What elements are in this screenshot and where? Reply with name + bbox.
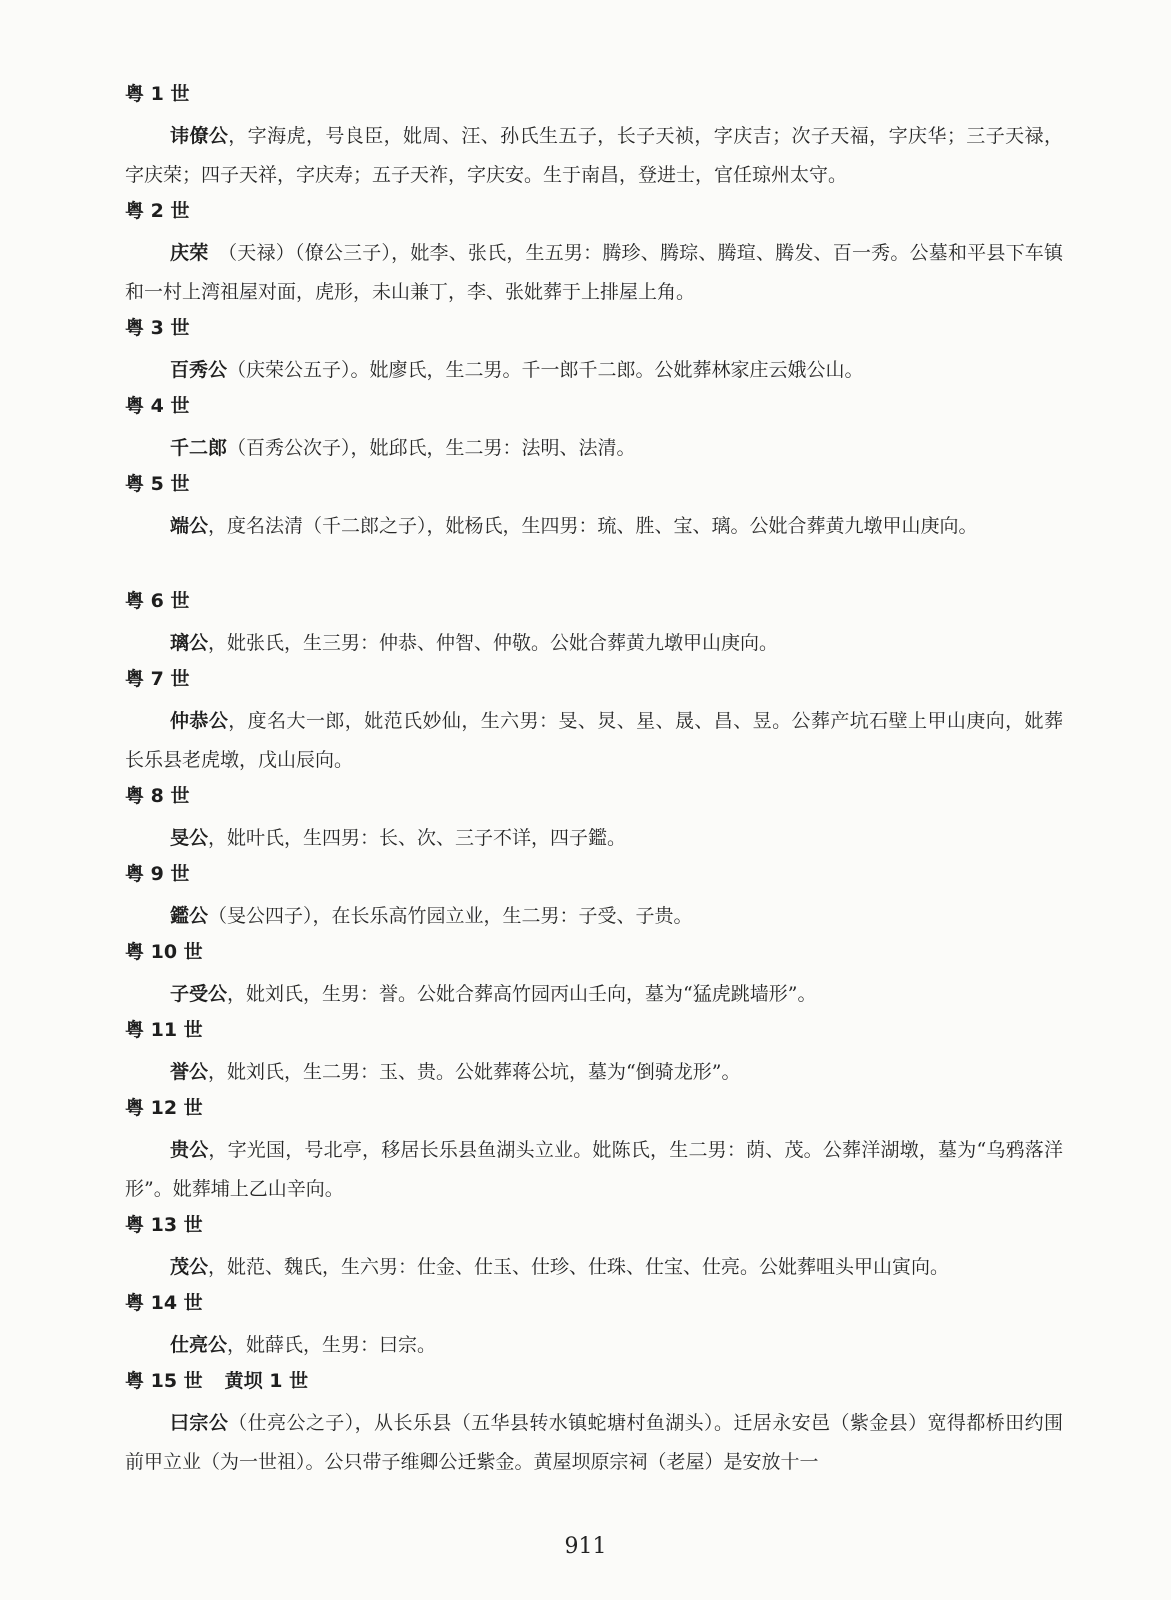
entry-paragraph bbox=[125, 507, 1063, 546]
ancestor-name: 旻公 bbox=[170, 827, 209, 849]
entry-paragraph bbox=[125, 975, 1063, 1014]
ancestor-name: 仲恭公 bbox=[170, 710, 229, 732]
entry-text: （百秀公次子），妣邱氏，生二男：法明、法清。 bbox=[227, 437, 636, 459]
entry-text: （仕亮公之子），从长乐县（五华县转水镇蛇塘村鱼湖头）。迁居永安邑（紫金县）宽得都桥田约围前甲立业（为一世祖）。公只带子维卿公迁紫金。黄屋坝原宗祠（老屋）是安放十一 bbox=[125, 1412, 1063, 1473]
entry-paragraph bbox=[125, 624, 1063, 663]
generation-heading: 粤 10 世 bbox=[125, 941, 203, 963]
entry-text: ，妣叶氏，生四男：长、次、三子不详，四子鑑。 bbox=[208, 827, 627, 849]
generation-heading: 粤 14 世 bbox=[125, 1292, 203, 1314]
entry-text: （庆荣公五子）。妣廖氏，生二男。千一郎千二郎。公妣葬林家庄云娥公山。 bbox=[227, 359, 864, 381]
ancestor-name: 百秀公 bbox=[170, 359, 228, 381]
entry-paragraph bbox=[125, 117, 1063, 195]
generation-heading: 粤 7 世 bbox=[125, 668, 190, 690]
ancestor-name: 子受公 bbox=[170, 983, 228, 1005]
entry-text: ，度名大一郎，妣范氏妙仙，生六男：旻、炅、星、晟、昌、昱。公葬产坑石壁上甲山庚向，妣葬长乐县老虎墩，戊山辰向。 bbox=[125, 710, 1063, 771]
entry-text: （天禄）（僚公三子），妣李、张氏，生五男：腾珍、腾琮、腾瑄、腾发、百一秀。公墓和平县下车镇和一村上湾祖屋对面，虎形，未山兼丁，李、张妣葬于上排屋上角。 bbox=[125, 242, 1063, 303]
entry-text: ，度名法清（千二郎之子），妣杨氏，生四男：琉、胜、宝、璃。公妣合葬黄九墩甲山庚向。 bbox=[208, 515, 978, 537]
generation-heading: 粤 12 世 bbox=[125, 1097, 203, 1119]
generation-heading: 粤 2 世 bbox=[125, 200, 190, 222]
entry-paragraph bbox=[125, 897, 1063, 936]
entry-paragraph bbox=[125, 702, 1063, 780]
ancestor-name: 璃公 bbox=[170, 632, 209, 654]
entry-paragraph bbox=[125, 1404, 1063, 1482]
entry-text: ，妣薛氏，生男：曰宗。 bbox=[227, 1334, 437, 1356]
entry-text: （旻公四子），在长乐高竹园立业，生二男：子受、子贵。 bbox=[208, 905, 693, 927]
entry-text: ，妣范、魏氏，生六男：仕金、仕玉、仕珍、仕珠、仕宝、仕亮。公妣葬咀头甲山寅向。 bbox=[208, 1256, 950, 1278]
branch-generation-label: 黄坝 1 世 bbox=[224, 1370, 309, 1392]
entry-paragraph bbox=[125, 1248, 1063, 1287]
entry-text: ，字海虎，号良臣，妣周、汪、孙氏生五子，长子天祯，字庆吉；次子天福，字庆华；三子天禄，字庆荣；四子天祥，字庆寿；五子天祚，字庆安。生于南昌，登进士，官任琼州太守。 bbox=[125, 125, 1063, 186]
ancestor-name: 千二郎 bbox=[170, 437, 228, 459]
page-number: 911 bbox=[564, 1534, 607, 1559]
entry-paragraph bbox=[125, 1131, 1063, 1209]
entry-paragraph bbox=[125, 1053, 1063, 1092]
ancestor-name: 端公 bbox=[170, 515, 209, 537]
entry-paragraph bbox=[125, 429, 1063, 468]
generation-heading: 粤 9 世 bbox=[125, 863, 190, 885]
generation-heading bbox=[125, 1366, 308, 1393]
ancestor-name: 曰宗公 bbox=[170, 1412, 229, 1434]
entry-paragraph bbox=[125, 1326, 1063, 1365]
entry-text: ，妣刘氏，生二男：玉、贵。公妣葬蒋公坑，墓为“倒骑龙形”。 bbox=[208, 1061, 741, 1083]
entry-text: ，妣张氏，生三男：仲恭、仲智、仲敬。公妣合葬黄九墩甲山庚向。 bbox=[208, 632, 779, 654]
generation-heading: 粤 13 世 bbox=[125, 1214, 203, 1236]
generation-heading: 粤 11 世 bbox=[125, 1019, 203, 1041]
generation-heading: 粤 6 世 bbox=[125, 590, 190, 612]
ancestor-name: 茂公 bbox=[170, 1256, 209, 1278]
generation-heading: 粤 8 世 bbox=[125, 785, 190, 807]
entry-paragraph bbox=[125, 351, 1063, 390]
generation-heading: 粤 4 世 bbox=[125, 395, 190, 417]
generation-label: 粤 15 世 bbox=[125, 1370, 203, 1392]
ancestor-name: 讳僚公 bbox=[170, 125, 229, 147]
generation-heading: 粤 3 世 bbox=[125, 317, 190, 339]
ancestor-name: 贵公 bbox=[170, 1139, 209, 1161]
entry-text: ，妣刘氏，生男：誉。公妣合葬高竹园丙山壬向，墓为“猛虎跳墙形”。 bbox=[227, 983, 817, 1005]
ancestor-name: 庆荣 bbox=[170, 242, 209, 264]
ancestor-name: 仕亮公 bbox=[170, 1334, 228, 1356]
entry-text: ，字光国，号北亭，移居长乐县鱼湖头立业。妣陈氏，生二男：荫、茂。公葬洋湖墩，墓为“乌鸦落洋形”。妣葬埔上乙山辛向。 bbox=[125, 1139, 1063, 1200]
ancestor-name: 誉公 bbox=[170, 1061, 209, 1083]
entry-paragraph bbox=[125, 234, 1063, 312]
generation-heading: 粤 1 世 bbox=[125, 83, 190, 105]
generation-heading: 粤 5 世 bbox=[125, 473, 190, 495]
ancestor-name: 鑑公 bbox=[170, 905, 209, 927]
entry-paragraph bbox=[125, 819, 1063, 858]
